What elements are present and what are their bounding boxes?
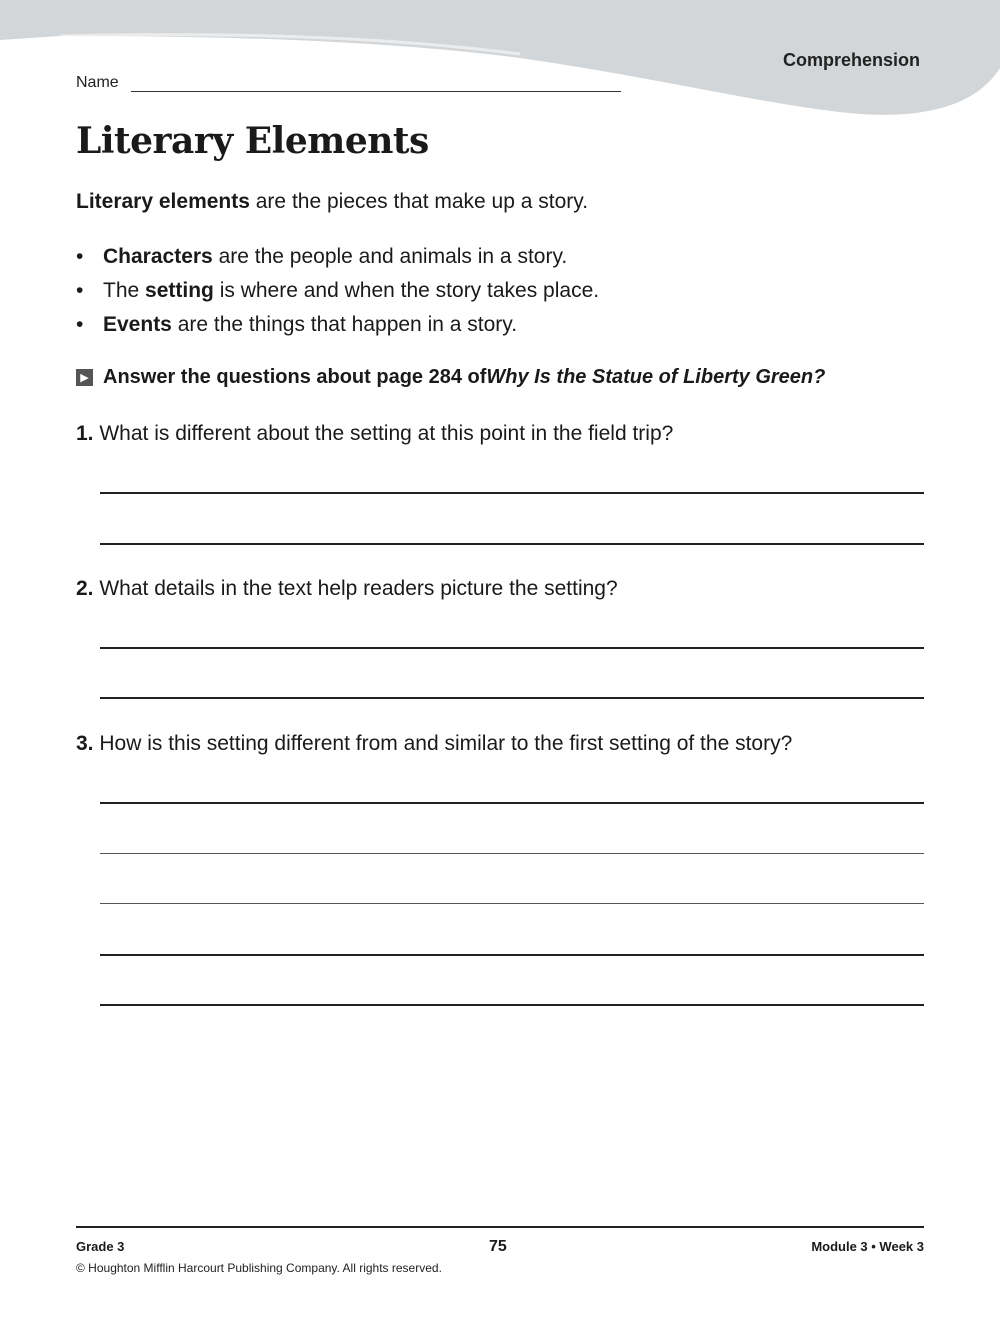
instruction-text: Answer the questions about page 284 of bbox=[103, 366, 487, 388]
question-2 bbox=[76, 577, 618, 601]
definition-text: is where and when the story takes place. bbox=[213, 279, 600, 302]
definition-list bbox=[76, 243, 599, 345]
page-number: 75 bbox=[489, 1238, 507, 1255]
definition-text: are the things that happen in a story. bbox=[171, 313, 518, 336]
question-1 bbox=[76, 422, 673, 446]
definition-text: are the people and animals in a story. bbox=[212, 245, 568, 268]
page-title: Literary Elements bbox=[76, 120, 429, 162]
definition-item-characters bbox=[76, 243, 599, 277]
question-number: 2. bbox=[76, 577, 94, 600]
answer-line-1b[interactable] bbox=[100, 543, 924, 545]
arrow-right-icon: ▶ bbox=[76, 369, 93, 386]
definition-item-events bbox=[76, 311, 599, 345]
answer-line-3d[interactable] bbox=[100, 954, 924, 956]
intro-term: Literary elements bbox=[76, 190, 250, 213]
footer-divider bbox=[76, 1226, 924, 1228]
definition-term: Events bbox=[103, 313, 172, 336]
name-row bbox=[76, 74, 621, 92]
question-number: 3. bbox=[76, 732, 94, 755]
instruction bbox=[76, 366, 825, 389]
book-title: Why Is the Statue of Liberty Green? bbox=[486, 366, 826, 388]
intro-text: are the pieces that make up a story. bbox=[249, 190, 589, 213]
question-number: 1. bbox=[76, 422, 94, 445]
question-text: What is different about the setting at this point in the field trip? bbox=[99, 422, 674, 445]
answer-line-1a[interactable] bbox=[100, 492, 924, 494]
answer-line-2b[interactable] bbox=[100, 697, 924, 699]
answer-line-3a[interactable] bbox=[100, 802, 924, 804]
copyright-notice: © Houghton Mifflin Harcourt Publishing Company. All rights reserved. bbox=[76, 1261, 442, 1275]
question-3 bbox=[76, 732, 792, 756]
answer-line-3e[interactable] bbox=[100, 1004, 924, 1006]
answer-line-3b[interactable] bbox=[100, 853, 924, 854]
name-field[interactable] bbox=[131, 75, 621, 92]
answer-line-3c[interactable] bbox=[100, 903, 924, 904]
intro-paragraph bbox=[76, 190, 588, 214]
definition-term: Characters bbox=[103, 245, 213, 268]
footer-grade: Grade 3 bbox=[76, 1239, 125, 1254]
definition-item-setting bbox=[76, 277, 599, 311]
name-label: Name bbox=[76, 74, 119, 91]
question-text: How is this setting different from and similar to the first setting of the story? bbox=[99, 732, 793, 755]
question-text: What details in the text help readers picture the setting? bbox=[99, 577, 618, 600]
answer-line-2a[interactable] bbox=[100, 647, 924, 649]
definition-prefix: The bbox=[103, 279, 146, 302]
definition-term: setting bbox=[145, 279, 214, 302]
section-label: Comprehension bbox=[782, 50, 920, 70]
footer-module: Module 3 • Week 3 bbox=[811, 1239, 924, 1254]
